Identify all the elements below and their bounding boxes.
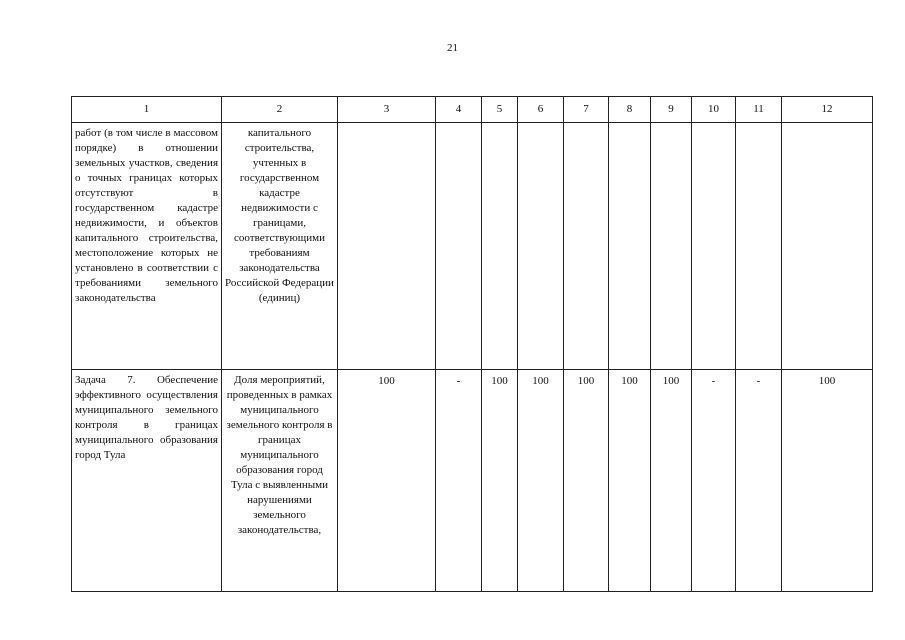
value-cell	[482, 123, 518, 370]
value-cell: 100	[651, 370, 692, 592]
value-cell	[782, 123, 873, 370]
task-description-cell: работ (в том числе в массовом порядке) в отношении земельных участков, сведения о точных границах которых отсутствуют в государственном кадастре недвижимости, и объектов капитального строительства, местоположение которых не установлено в соответствии с требованиями земельного законодательства	[72, 123, 222, 370]
value-cell: 100	[564, 370, 609, 592]
table-row	[72, 123, 873, 370]
value-cell	[436, 123, 482, 370]
header-cell: 11	[736, 97, 782, 123]
value-cell	[518, 123, 564, 370]
value-cell: 100	[609, 370, 651, 592]
value-cell	[609, 123, 651, 370]
header-cell: 5	[482, 97, 518, 123]
header-cell: 7	[564, 97, 609, 123]
value-cell	[651, 123, 692, 370]
header-cell: 10	[692, 97, 736, 123]
header-cell: 6	[518, 97, 564, 123]
value-cell	[736, 123, 782, 370]
value-cell: 100	[482, 370, 518, 592]
header-cell: 4	[436, 97, 482, 123]
indicator-name-cell: Доля мероприятий, проведенных в рамках муниципального земельного контроля в границах муниципального образования город Тула с выявленными нарушениями земельного законодательства,	[222, 370, 338, 592]
value-cell	[692, 123, 736, 370]
table-row	[72, 370, 873, 592]
header-cell: 12	[782, 97, 873, 123]
task-description-cell: Задача 7. Обеспечение эффективного осуществления муниципального земельного контроля в границах муниципального образования город Тула	[72, 370, 222, 592]
indicator-name-cell: капитального строительства, учтенных в государственном кадастре недвижимости с границами, соответствующими требованиям законодательства Российской Федерации (единиц)	[222, 123, 338, 370]
header-row	[72, 97, 873, 123]
header-cell: 2	[222, 97, 338, 123]
value-cell: 100	[338, 370, 436, 592]
header-cell: 1	[72, 97, 222, 123]
value-cell: -	[736, 370, 782, 592]
value-cell: 100	[782, 370, 873, 592]
value-cell	[338, 123, 436, 370]
value-cell: -	[692, 370, 736, 592]
header-cell: 3	[338, 97, 436, 123]
indicators-table	[71, 96, 873, 592]
value-cell	[564, 123, 609, 370]
header-cell: 8	[609, 97, 651, 123]
header-cell: 9	[651, 97, 692, 123]
page-number: 21	[447, 42, 458, 54]
value-cell: 100	[518, 370, 564, 592]
value-cell: -	[436, 370, 482, 592]
